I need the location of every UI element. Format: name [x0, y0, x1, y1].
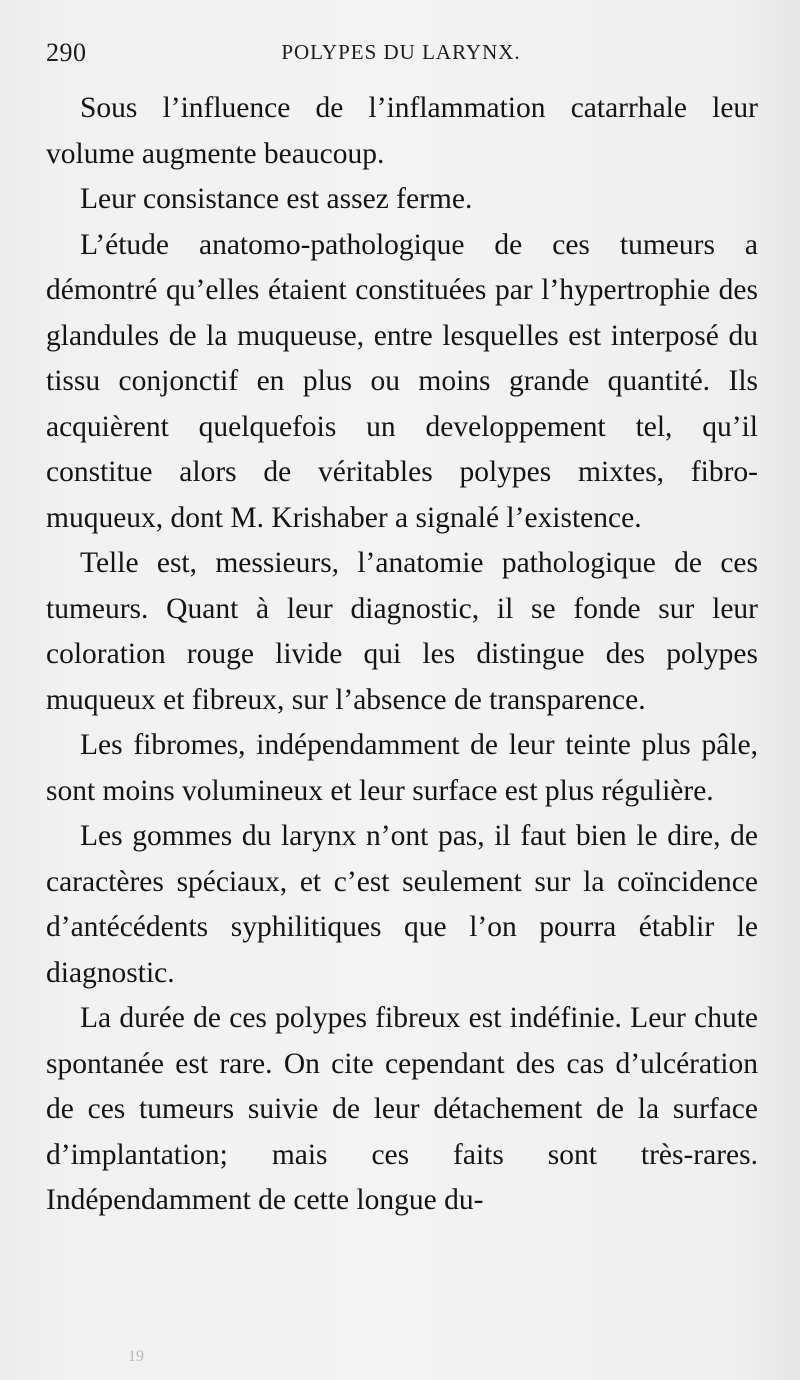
body-text: [46, 86, 758, 1224]
signature-mark: 19: [128, 1348, 144, 1365]
page-number: 290: [46, 38, 87, 67]
paragraph: Telle est, messieurs, l’anatomie pathologique de ces tumeurs. Quant à leur diagnostic, il se fonde sur leur coloration rouge livide qui les distingue des polypes muqueux et fibreux, sur l’absence de transparence.: [46, 547, 758, 716]
paragraph: Les fibromes, indépendamment de leur teinte plus pâle, sont moins volumineux et leur surface est plus régulière.: [46, 729, 758, 807]
running-title: POLYPES DU LARYNX.: [281, 40, 521, 64]
page-header: [46, 38, 756, 70]
paragraph: Leur consistance est assez ferme.: [80, 183, 473, 215]
paragraph: L’étude anatomo-pathologique de ces tumeurs a démontré qu’elles étaient constituées par l’hypertrophie des glandules de la muqueuse, entre lesquelles est interposé du tissu conjonctif en plus ou moins grande quantité. Ils acquièrent quelquefois un developpement tel, qu’il constitue alors de véritables polypes mixtes, fibro-muqueux, dont M. Krishaber a signalé l’existence.: [46, 228, 758, 534]
paragraph: Les gommes du larynx n’ont pas, il faut bien le dire, de caractères spéciaux, et c’est seulement sur la coïncidence d’antécédents syphilitiques que l’on pourra établir le diagnostic.: [46, 820, 758, 989]
paragraph: Sous l’influence de l’inflammation catarrhale leur volume augmente beaucoup.: [46, 92, 758, 170]
paragraph: La durée de ces polypes fibreux est indéfinie. Leur chute spontanée est rare. On cite cependant des cas d’ulcération de ces tumeurs suivie de leur détachement de la surface d’implantation; mais ces faits sont très-rares. Indépendamment de cette longue du-: [46, 1002, 758, 1216]
